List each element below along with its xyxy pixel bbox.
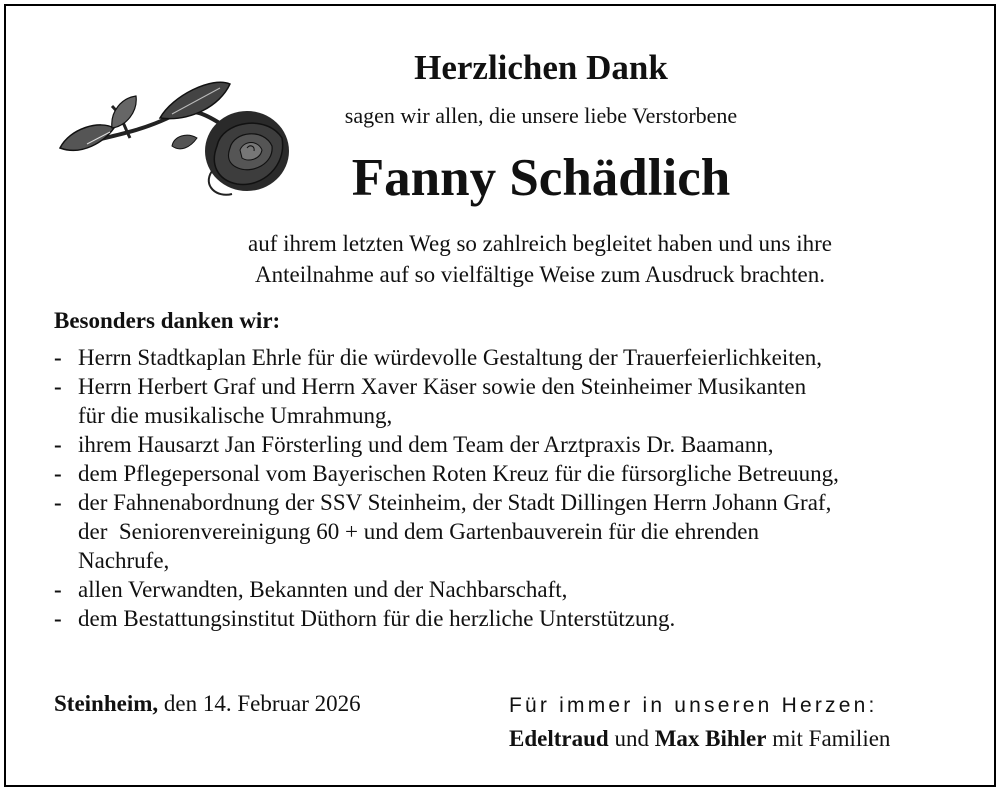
- signature-block: [509, 689, 890, 755]
- place-date: [54, 691, 361, 717]
- dash-bullet: -: [54, 432, 62, 457]
- list-item-line: Nachrufe,: [78, 548, 170, 573]
- list-item: [54, 575, 974, 604]
- list-item-line: der Seniorenvereinigung 60 + und dem Gartenbauverein für die ehrenden: [78, 519, 760, 544]
- motto: Für immer in unseren Herzen:: [509, 694, 878, 717]
- heading-title: Herzlichen Dank: [414, 48, 668, 87]
- intro-line-2: Anteilnahme auf so vielfältige Weise zum Ausdruck brachten.: [255, 262, 825, 287]
- thanks-list: [54, 343, 974, 633]
- intro-line-1: auf ihrem letzten Weg so zahlreich begleitet haben und uns ihre: [247, 231, 832, 256]
- list-item-text: [78, 575, 974, 604]
- list-item: [54, 430, 974, 459]
- list-item-line: für die musikalische Umrahmung,: [78, 403, 393, 428]
- signer-suffix: mit Familien: [766, 726, 891, 751]
- list-item: [54, 459, 974, 488]
- thanks-heading: Besonders danken wir:: [54, 308, 281, 333]
- place: Steinheim,: [54, 691, 159, 716]
- dash-bullet: -: [54, 577, 62, 602]
- list-item-text: [78, 459, 974, 488]
- list-item-text: [78, 488, 974, 575]
- intro-text: [6, 228, 994, 290]
- list-item-text: [78, 343, 974, 372]
- list-item-text: [78, 604, 974, 633]
- dash-bullet: -: [54, 490, 62, 515]
- dash-bullet: -: [54, 606, 62, 631]
- list-item-line: dem Pflegepersonal vom Bayerischen Roten Kreuz für die fürsorgliche Betreuung,: [78, 461, 839, 486]
- list-item-line: allen Verwandten, Bekannten und der Nachbarschaft,: [78, 577, 568, 602]
- list-item-line: Herrn Herbert Graf und Herrn Xaver Käser sowie den Steinheimer Musikanten: [78, 374, 807, 399]
- list-item-line: ihrem Hausarzt Jan Försterling und dem Team der Arztpraxis Dr. Baamann,: [78, 432, 774, 457]
- list-item-line: dem Bestattungsinstitut Düthorn für die herzliche Unterstützung.: [78, 606, 676, 631]
- heading-subtitle: sagen wir allen, die unsere liebe Verstorbene: [344, 103, 738, 128]
- list-item: [54, 372, 974, 430]
- obituary-card: [4, 4, 996, 787]
- date: den 14. Februar 2026: [158, 691, 361, 716]
- deceased-name: Fanny Schädlich: [351, 149, 731, 207]
- signer-and: und: [608, 726, 655, 751]
- signer-2: Max Bihler: [654, 726, 767, 751]
- list-item: [54, 343, 974, 372]
- list-item-line: der Fahnenabordnung der SSV Steinheim, der Stadt Dillingen Herrn Johann Graf,: [78, 490, 832, 515]
- list-item-line: Herrn Stadtkaplan Ehrle für die würdevolle Gestaltung der Trauerfeierlichkeiten,: [78, 345, 823, 370]
- signer-1: Edeltraud: [509, 726, 609, 751]
- list-item: [54, 604, 974, 633]
- list-item: [54, 488, 974, 575]
- dash-bullet: -: [54, 345, 62, 370]
- list-item-text: [78, 430, 974, 459]
- list-item-text: [78, 372, 974, 430]
- signers: [509, 722, 890, 755]
- dash-bullet: -: [54, 461, 62, 486]
- dash-bullet: -: [54, 374, 62, 399]
